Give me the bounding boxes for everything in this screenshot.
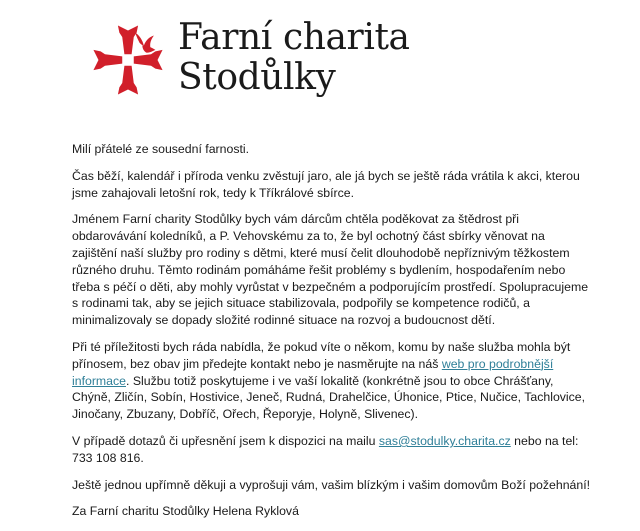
paragraph-3-text-b: . Službu totiž poskytujeme i ve vaší lokalitě (konkrétně jsou to obce Chrášťany, Chýně, Zličín, Sobín, Hostivice, Jeneč, Rudná, Drahelčice, Úhonice, Ptice, Nučice, Tachlovice, Jinočany, Zbuzany, Dobříč, Ořech, Řeporyje, Holyně, Slivenec).: [72, 373, 586, 422]
paragraph-4-text-a: V případě dotazů či upřesnění jsem k dispozici na mailu: [72, 433, 379, 448]
letter-body: [72, 141, 592, 530]
org-name: [178, 18, 410, 98]
header: [92, 18, 512, 114]
web-info-link[interactable]: web pro podrobnější informace: [72, 356, 554, 388]
signature: Za Farní charitu Stodůlky Helena Ryklová: [72, 504, 299, 519]
caritas-cross-icon: [92, 24, 164, 96]
paragraph-1: Čas běží, kalendář i příroda venku zvěstují jaro, ale já bych se ještě ráda vrátila k akci, kterou jsme zahajovali letošní rok, tedy k Tříkrálové sbírce.: [72, 168, 580, 200]
email-link[interactable]: sas@stodulky.charita.cz: [378, 433, 511, 448]
greeting: Milí přátelé ze sousední farnosti.: [72, 142, 250, 156]
org-name-line1: Farní charita: [178, 17, 410, 58]
org-name-line2: Stodůlky: [178, 57, 336, 98]
paragraph-2: Jménem Farní charity Stodůlky bych vám dárcům chtěla poděkovat za štědrost při obdarovávání koledníků, a P. Vehovskému za to, že byl ochotný část sbírky věnovat na zajištění naší služby pro rodiny s dětmi, které musí čelit dlouhodobě nepříznivým těžkostem různého druhu. Těmto rodinám pomáháme řešit problémy s bydlením, hospodařením nebo třeba s péčí o děti, aby mohly vyrůstat v bezpečném a podporujícím prostředí. Spolupracujeme s rodinami tak, aby se jejich situace stabilizovala, podpořily se kompetence rodičů, a minimalizovaly se dopady složité rodinné situace na rozvoj a budoucnost dětí.: [72, 212, 589, 328]
paragraph-3: [72, 339, 592, 423]
paragraph-3-text-a: Při té příležitosti bych ráda nabídla, že pokud víte o někom, komu by naše služba mohla být přínosem, bez obav jim předejte kontakt nebo je nasměrujte na náš: [72, 339, 571, 371]
paragraph-4-text-b: nebo na tel: 733 108 816.: [72, 433, 579, 465]
paragraph-4: [72, 433, 592, 467]
paragraph-5: Ještě jednou upřímně děkuji a vyprošuji vám, vašim blízkým i vašim domovům Boží požehnání!: [72, 477, 591, 492]
